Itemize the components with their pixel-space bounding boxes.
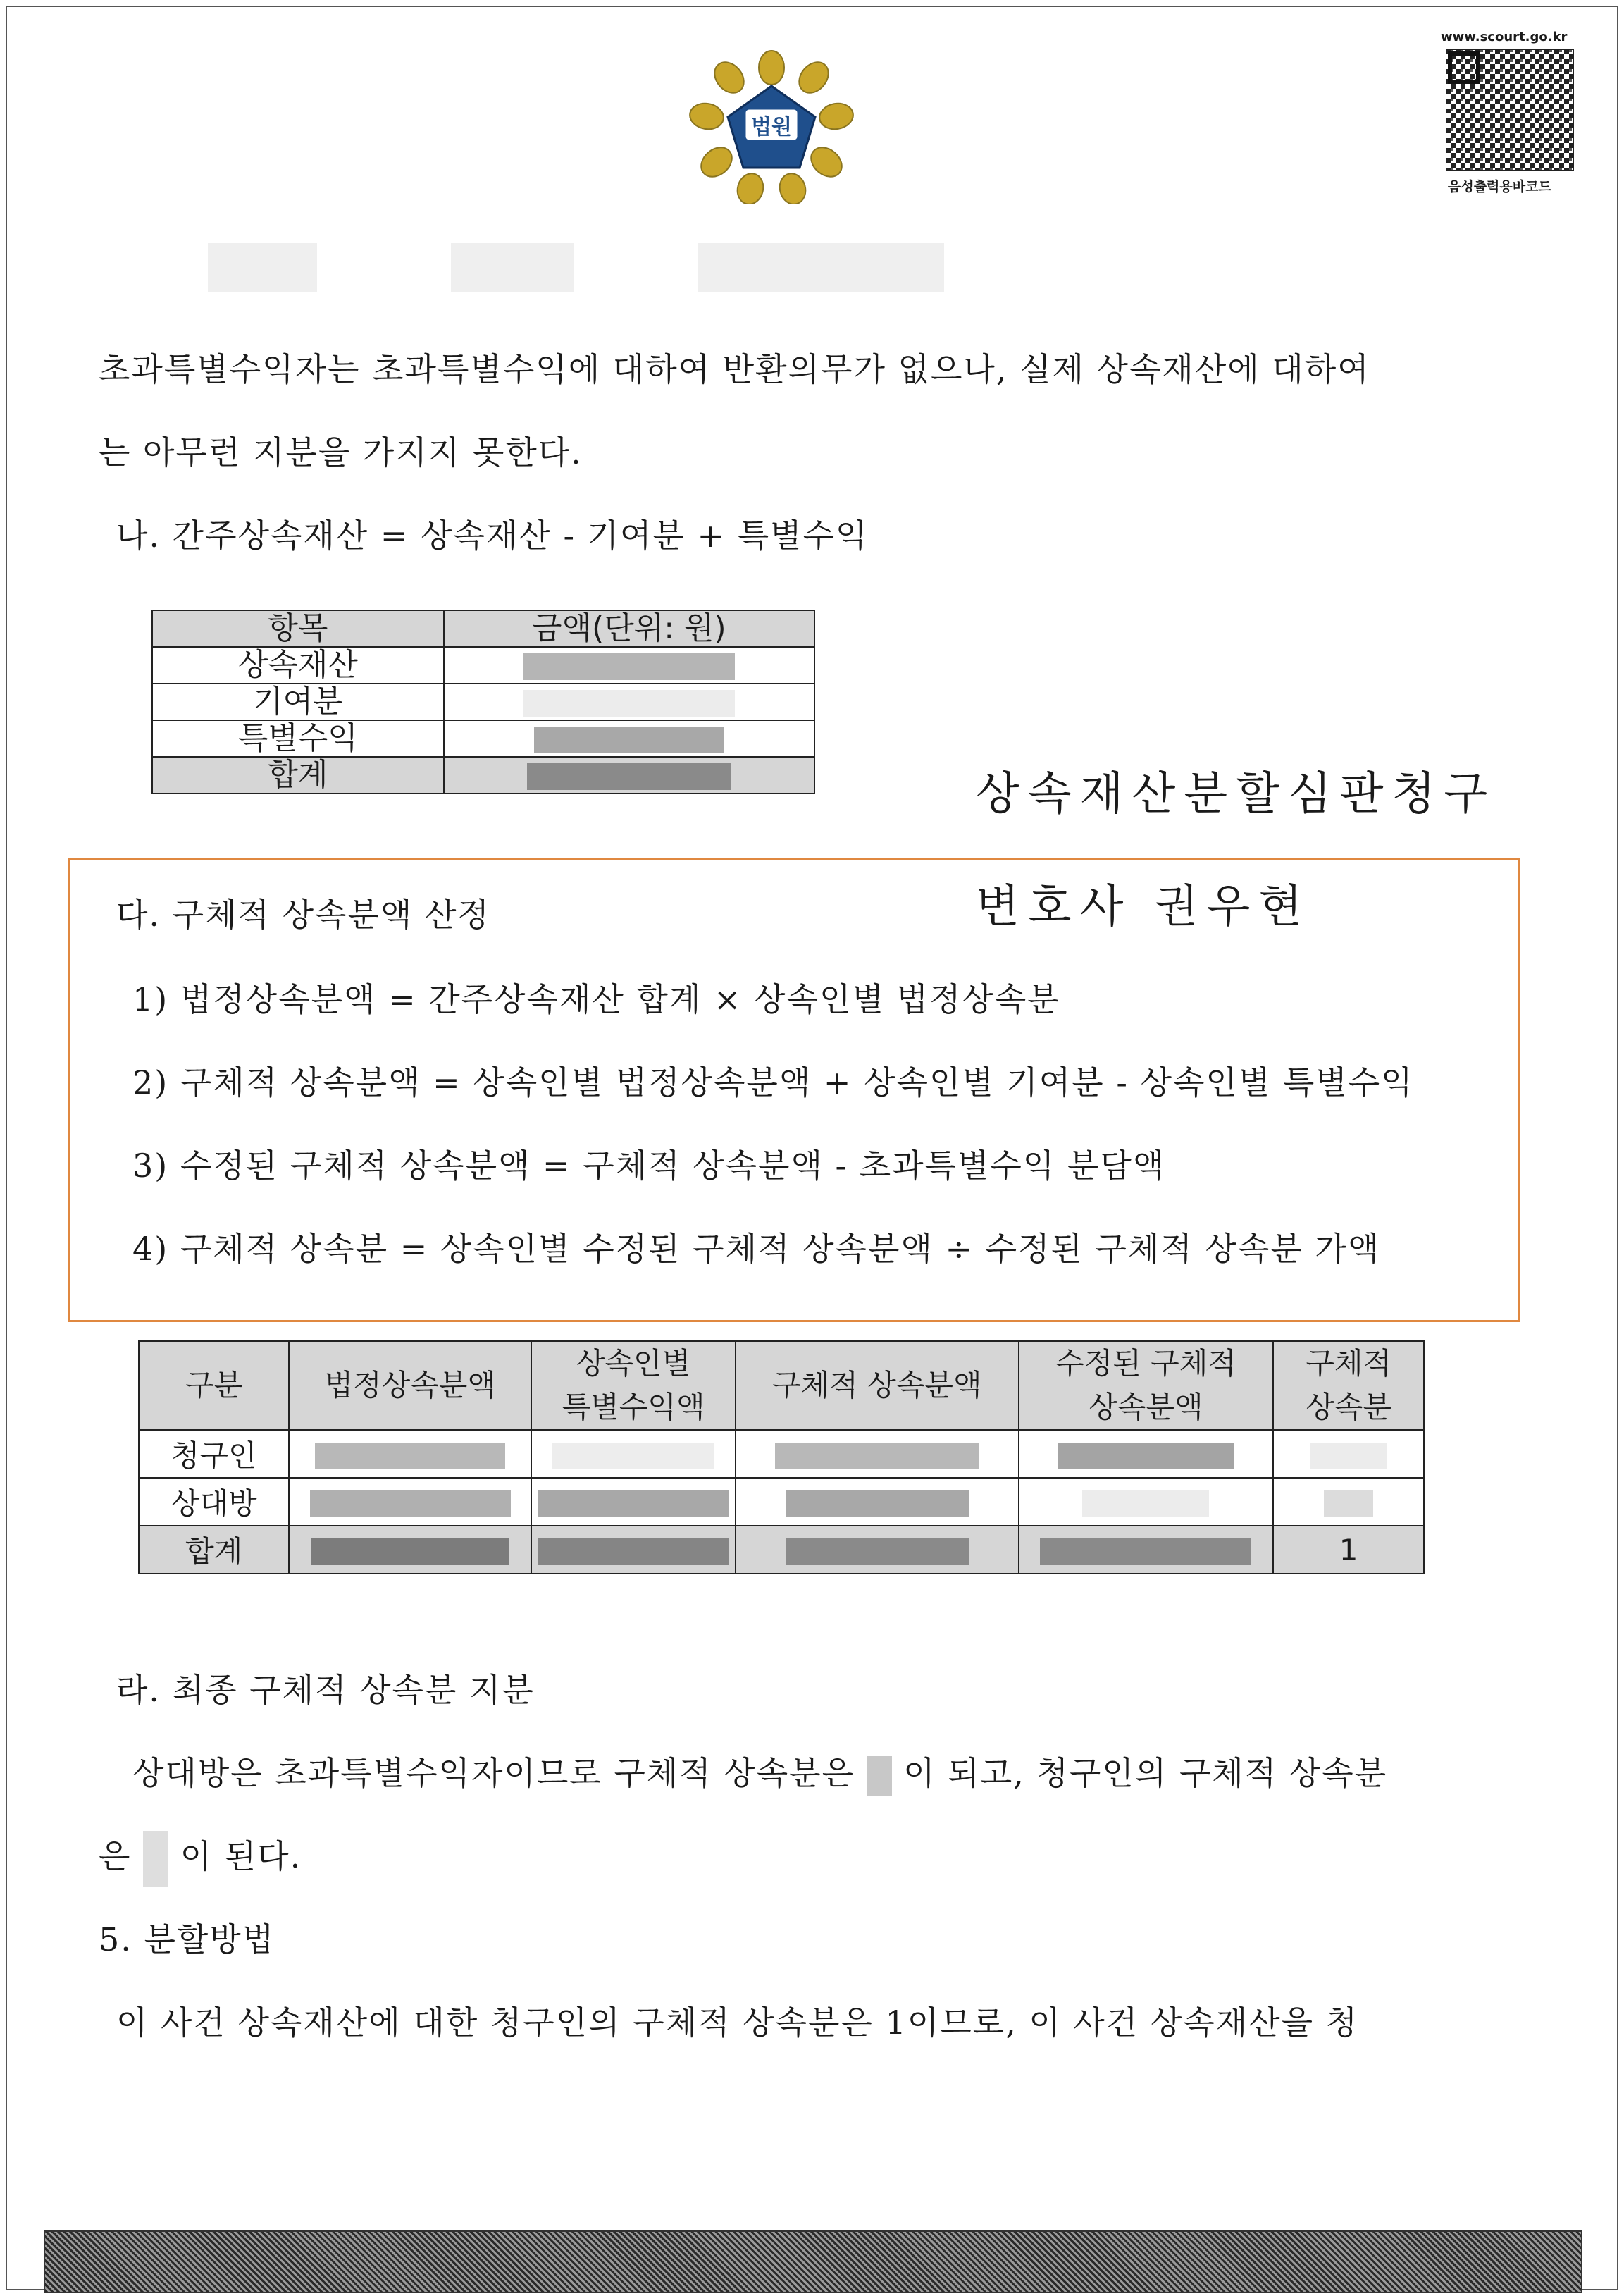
court-emblem-icon — [687, 49, 856, 204]
header-line: 수정된 구체적 — [1055, 1346, 1236, 1381]
table-cell — [736, 1526, 1019, 1574]
bottom-barcode-strip — [44, 2230, 1582, 2293]
table-cell — [531, 1430, 736, 1478]
table-cell-value — [444, 684, 814, 720]
redaction — [534, 727, 724, 753]
table-header-row — [139, 1341, 1424, 1430]
header-line: 특별수익액 — [562, 1390, 705, 1424]
paragraph-line — [99, 1831, 302, 1887]
redaction — [698, 243, 944, 292]
share-total: 1 — [1273, 1526, 1424, 1574]
table-header-cell: 금액(단위: 원) — [444, 610, 814, 647]
table-header-cell — [1019, 1341, 1274, 1430]
paragraph-line: 는 아무런 지분을 가지지 못한다. — [99, 433, 583, 471]
redaction — [1058, 1443, 1234, 1469]
table-cell — [531, 1478, 736, 1526]
formula-item: 1) 법정상속분액 = 간주상속재산 합계 × 상속인별 법정상속분 — [132, 980, 1060, 1018]
redaction — [143, 1831, 168, 1887]
formula-item: 2) 구체적 상속분액 = 상속인별 법정상속분액 + 상속인별 기여분 - 상속인별 특별수익 — [132, 1063, 1414, 1101]
table-header-cell — [1273, 1341, 1424, 1430]
stamp-title: 상속재산분할심판청구 — [976, 768, 1496, 820]
text-run: 은 — [99, 1837, 132, 1875]
qr-code-icon — [1446, 49, 1574, 171]
redaction — [538, 1490, 729, 1517]
table-cell — [289, 1526, 531, 1574]
table-header-cell: 구분 — [139, 1341, 289, 1430]
table-cell — [1273, 1478, 1424, 1526]
table-row — [152, 647, 814, 684]
table-header-row — [152, 610, 814, 647]
redaction — [1040, 1538, 1251, 1565]
redaction — [1324, 1490, 1373, 1517]
header-line: 구체적 — [1306, 1346, 1392, 1381]
redaction — [867, 1756, 892, 1796]
section-na-heading: 나. 간주상속재산 = 상속재산 - 기여분 + 특별수익 — [116, 517, 869, 555]
table-cell — [1019, 1430, 1274, 1478]
section-ra-heading: 라. 최종 구체적 상속분 지분 — [116, 1671, 535, 1709]
section-5-heading: 5. 분할방법 — [99, 1920, 275, 1958]
table-cell-value — [444, 720, 814, 757]
redaction — [310, 1490, 511, 1517]
table-row — [152, 684, 814, 720]
table-total-row — [152, 757, 814, 794]
redaction — [786, 1490, 969, 1517]
text-run: 이 되고, 청구인의 구체적 상속분 — [903, 1754, 1388, 1792]
table-cell — [1019, 1478, 1274, 1526]
redaction — [523, 653, 735, 680]
table-header-cell: 항목 — [152, 610, 444, 647]
table-cell-value — [444, 647, 814, 684]
redaction — [523, 690, 735, 717]
redaction — [786, 1538, 969, 1565]
emblem-label: 법원 — [751, 115, 792, 140]
table-cell — [1273, 1430, 1424, 1478]
table-cell — [736, 1430, 1019, 1478]
table-header-cell: 구체적 상속분액 — [736, 1341, 1019, 1430]
formula-item: 3) 수정된 구체적 상속분액 = 구체적 상속분액 - 초과특별수익 분담액 — [132, 1147, 1166, 1185]
table-cell-label: 합계 — [139, 1526, 289, 1574]
header-line: 상속인별 — [576, 1346, 691, 1381]
redaction — [311, 1538, 509, 1565]
paragraph-line — [132, 1748, 1387, 1796]
section-da-heading: 다. 구체적 상속분액 산정 — [116, 896, 490, 934]
redaction — [1310, 1443, 1387, 1469]
table-cell — [1019, 1526, 1274, 1574]
redaction — [1082, 1490, 1209, 1517]
qr-url: www.scourt.go.kr — [1441, 30, 1568, 44]
paragraph-line: 초과특별수익자는 초과특별수익에 대하여 반환의무가 없으나, 실제 상속재산에 대하여 — [99, 350, 1370, 388]
redaction — [538, 1538, 729, 1565]
table-cell-label: 합계 — [152, 757, 444, 794]
header-line: 상속분액 — [1089, 1390, 1203, 1424]
table-row — [139, 1478, 1424, 1526]
header-line: 상속분 — [1306, 1390, 1392, 1424]
table-cell-value — [444, 757, 814, 794]
paragraph-line: 이 사건 상속재산에 대한 청구인의 구체적 상속분은 1이므로, 이 사건 상속재산을 청 — [116, 2004, 1359, 2042]
table-header-cell: 법정상속분액 — [289, 1341, 531, 1430]
redaction — [451, 243, 574, 292]
redaction — [527, 763, 731, 790]
formula-item: 4) 구체적 상속분 = 상속인별 수정된 구체적 상속분액 ÷ 수정된 구체적 상속분 가액 — [132, 1230, 1381, 1268]
table-cell-label: 상대방 — [139, 1478, 289, 1526]
table-row — [152, 720, 814, 757]
table-cell-label: 청구인 — [139, 1430, 289, 1478]
redaction — [775, 1443, 979, 1469]
table-cell — [289, 1430, 531, 1478]
redaction — [315, 1443, 505, 1469]
text-run: 이 된다. — [180, 1837, 302, 1875]
estate-table — [151, 610, 815, 794]
text-run: 상대방은 초과특별수익자이므로 구체적 상속분은 — [132, 1754, 855, 1792]
table-cell — [289, 1478, 531, 1526]
redaction — [208, 243, 317, 292]
table-total-row — [139, 1526, 1424, 1574]
qr-caption: 음성출력용바코드 — [1448, 179, 1551, 195]
table-cell — [531, 1526, 736, 1574]
share-table — [138, 1340, 1425, 1574]
table-row — [139, 1430, 1424, 1478]
redaction — [552, 1443, 714, 1469]
table-cell-label: 특별수익 — [152, 720, 444, 757]
stamp-lawyer: 변호사 권우현 — [976, 881, 1311, 933]
table-cell-label: 상속재산 — [152, 647, 444, 684]
table-header-cell — [531, 1341, 736, 1430]
table-cell — [736, 1478, 1019, 1526]
table-cell-label: 기여분 — [152, 684, 444, 720]
